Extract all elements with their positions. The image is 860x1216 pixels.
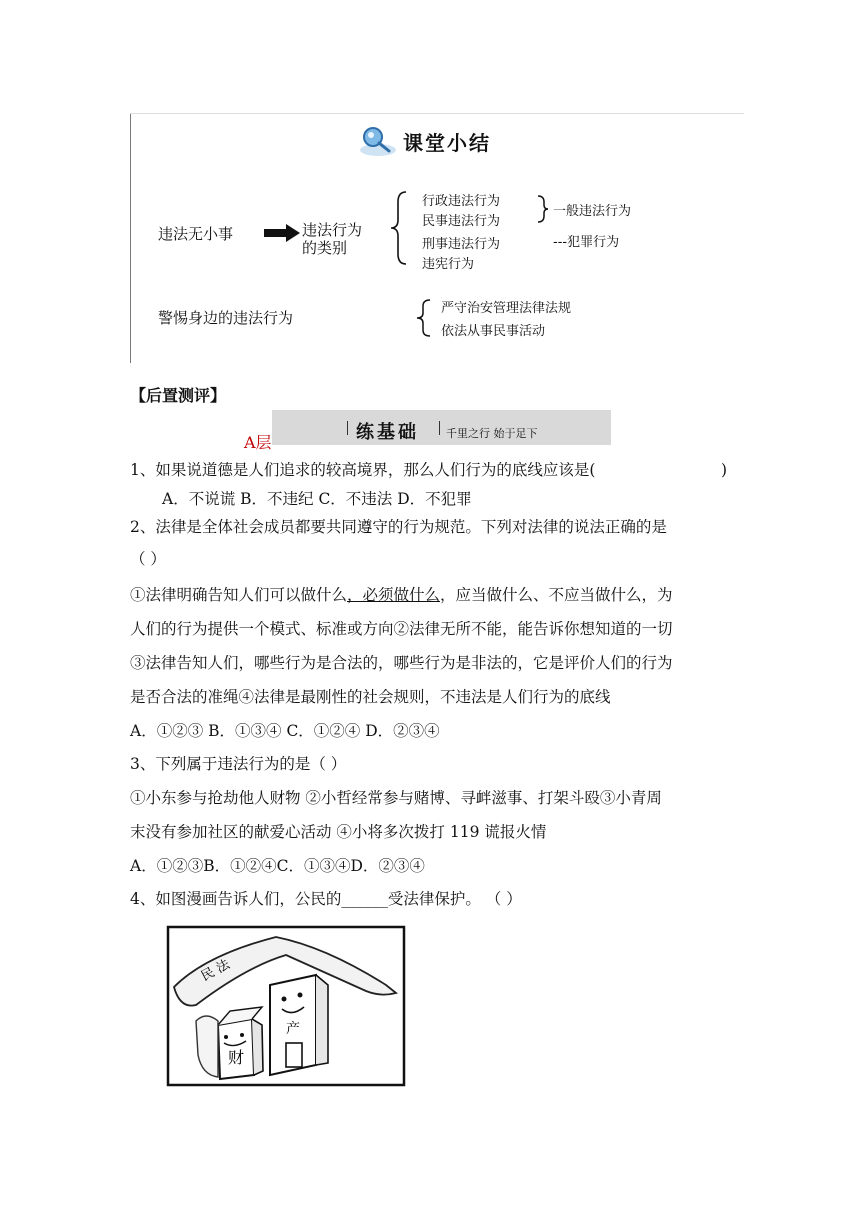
q2-stem: 2、法律是全体社会成员都要共同遵守的行为规范。下列对法律的说法正确的是 [130, 518, 667, 536]
type-criminal: 刑事违法行为 [422, 237, 501, 252]
q2-line-3: ③法律告知人们，哪些行为是合法的，哪些行为是非法的，它是评价人们的行为 [130, 654, 673, 672]
panel-top-border [130, 113, 744, 114]
type-civil: 民事违法行为 [422, 214, 501, 229]
section-title: 【后置测评】 [130, 386, 227, 405]
right-house-char: 产 [286, 1021, 300, 1037]
q3-options: A．①②③B．①②④C．①③④D．②③④ [130, 857, 425, 875]
vigilance-node: 警惕身边的违法行为 [158, 309, 294, 327]
q3-line-1: ①小东参与抢劫他人财物 ②小哲经常参与赌博、寻衅滋事、打架斗殴③小青周 [130, 789, 662, 807]
left-brace-icon-2 [414, 298, 434, 338]
root-node: 违法无小事 [158, 225, 234, 243]
level-label: A层 [244, 433, 272, 452]
q4-stem: 4、如图漫画告诉人们，公民的______受法律保护。 （ ） [130, 890, 522, 908]
banner-bar-left [347, 421, 348, 435]
underlined-phrase: ，必须做什么 [347, 586, 441, 604]
banner-main: 练基础 [356, 422, 419, 443]
q1-close: ) [721, 461, 728, 479]
left-brace-icon [388, 190, 410, 266]
general-violation: 一般违法行为 [553, 204, 632, 219]
category-line-2: 的类别 [302, 239, 348, 257]
crime: ---犯罪行为 [553, 235, 620, 250]
panel-left-border [130, 113, 131, 363]
right-brace-icon [536, 194, 550, 224]
q2-line-2: 人们的行为提供一个模式、标准或方向②法律无所不能，能告诉你想知道的一切 [130, 620, 673, 638]
banner-bar-right [439, 421, 440, 435]
magnifier-icon [358, 124, 398, 158]
q1-options: A．不说谎 B．不违纪 C．不违法 D．不犯罪 [162, 490, 472, 508]
q3-line-2: 末没有参加社区的献爱心活动 ④小将多次拨打 119 谎报火情 [130, 823, 547, 841]
vigilance-item-2: 依法从事民事活动 [441, 324, 546, 339]
q2-options: A．①②③ B．①③④ C．①②④ D．②③④ [130, 722, 440, 740]
q1-stem: 1、如果说道德是人们追求的较高境界，那么人们行为的底线应该是( [130, 461, 596, 479]
left-house-char: 财 [228, 1048, 245, 1067]
q2-paren: （ ） [130, 550, 166, 568]
category-line-1: 违法行为 [302, 221, 363, 239]
roof-text: 民 法 [198, 957, 233, 985]
banner [272, 410, 611, 445]
type-administrative: 行政违法行为 [422, 194, 501, 209]
summary-title: 课堂小结 [403, 131, 491, 155]
q2-line-1: ①法律明确告知人们可以做什么，必须做什么，应当做什么、不应当做什么，为 [130, 586, 673, 604]
arrow-right-icon [264, 224, 300, 242]
banner-sub: 千里之行 始于足下 [446, 427, 538, 440]
cartoon-illustration [166, 925, 406, 1087]
q3-stem: 3、下列属于违法行为的是（ ） [130, 755, 347, 773]
vigilance-item-1: 严守治安管理法律法规 [441, 301, 572, 316]
q2-line-4: 是否合法的准绳④法律是最刚性的社会规则，不违法是人们行为的底线 [130, 688, 611, 706]
type-unconstitutional: 违宪行为 [422, 257, 475, 272]
